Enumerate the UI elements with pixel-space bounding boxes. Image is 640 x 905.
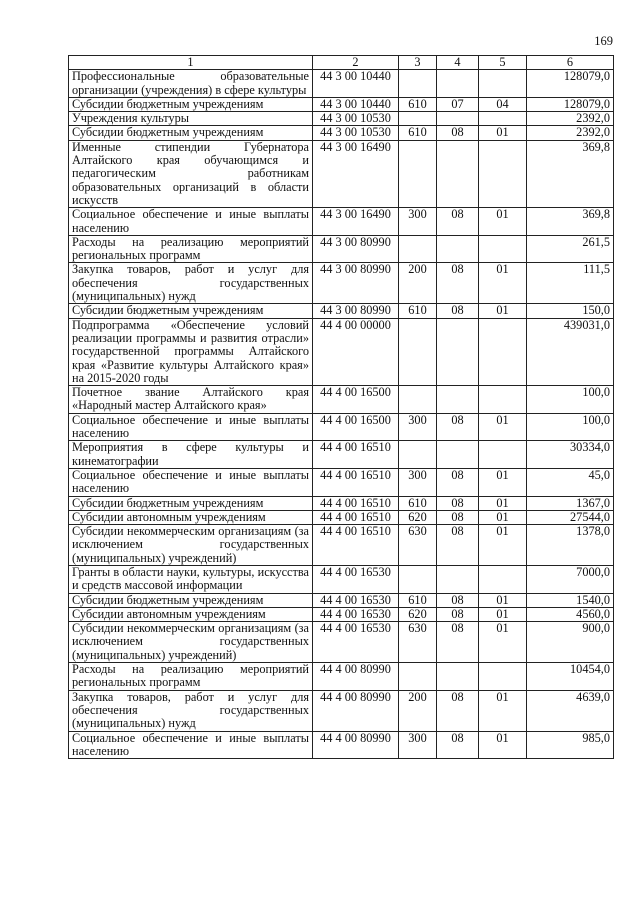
cell-target-code: 44 4 00 00000 (313, 318, 399, 385)
cell-expense-type: 300 (399, 208, 437, 236)
cell-subsection: 01 (479, 510, 527, 524)
cell-target-code: 44 4 00 16510 (313, 468, 399, 496)
cell-target-code: 44 3 00 10440 (313, 70, 399, 98)
table-row (69, 304, 614, 318)
table-row (69, 663, 614, 691)
column-header: 5 (479, 56, 527, 70)
cell-amount: 261,5 (527, 235, 614, 263)
cell-amount: 111,5 (527, 263, 614, 304)
cell-amount: 100,0 (527, 386, 614, 414)
table-row (69, 208, 614, 236)
cell-subsection: 01 (479, 525, 527, 566)
cell-target-code: 44 3 00 80990 (313, 235, 399, 263)
table-row (69, 112, 614, 126)
cell-name: Расходы на реализацию мероприятий региональных программ (69, 663, 313, 691)
cell-amount: 369,8 (527, 140, 614, 207)
cell-target-code: 44 4 00 16530 (313, 607, 399, 621)
cell-subsection (479, 112, 527, 126)
cell-amount: 10454,0 (527, 663, 614, 691)
cell-target-code: 44 4 00 80990 (313, 731, 399, 759)
table-row (69, 70, 614, 98)
cell-subsection: 01 (479, 690, 527, 731)
cell-section: 08 (437, 413, 479, 441)
cell-name: Почетное звание Алтайского края «Народный мастер Алтайского края» (69, 386, 313, 414)
cell-amount: 2392,0 (527, 112, 614, 126)
cell-subsection: 01 (479, 304, 527, 318)
cell-section: 08 (437, 510, 479, 524)
cell-expense-type: 610 (399, 97, 437, 111)
cell-section: 08 (437, 304, 479, 318)
column-header: 3 (399, 56, 437, 70)
cell-target-code: 44 3 00 10530 (313, 112, 399, 126)
table-row (69, 593, 614, 607)
cell-target-code: 44 4 00 16530 (313, 622, 399, 663)
table-row (69, 235, 614, 263)
cell-target-code: 44 4 00 16530 (313, 593, 399, 607)
cell-expense-type (399, 386, 437, 414)
cell-subsection: 01 (479, 731, 527, 759)
cell-target-code: 44 4 00 16510 (313, 525, 399, 566)
cell-subsection: 01 (479, 126, 527, 140)
cell-subsection: 01 (479, 496, 527, 510)
cell-amount: 4639,0 (527, 690, 614, 731)
cell-expense-type: 610 (399, 593, 437, 607)
table-row (69, 263, 614, 304)
cell-section: 07 (437, 97, 479, 111)
cell-amount: 2392,0 (527, 126, 614, 140)
table-row (69, 413, 614, 441)
cell-name: Закупка товаров, работ и услуг для обеспечения государственных (муниципальных) нужд (69, 690, 313, 731)
cell-target-code: 44 3 00 80990 (313, 263, 399, 304)
table-row (69, 496, 614, 510)
column-header: 1 (69, 56, 313, 70)
cell-expense-type: 630 (399, 525, 437, 566)
column-header: 6 (527, 56, 614, 70)
cell-name: Расходы на реализацию мероприятий региональных программ (69, 235, 313, 263)
cell-expense-type (399, 565, 437, 593)
cell-subsection: 01 (479, 593, 527, 607)
cell-target-code: 44 4 00 16500 (313, 386, 399, 414)
cell-section: 08 (437, 468, 479, 496)
table-row (69, 441, 614, 469)
cell-target-code: 44 4 00 16530 (313, 565, 399, 593)
cell-name: Субсидии некоммерческим организациям (за исключением государственных (муниципальных) учреждений) (69, 622, 313, 663)
cell-name: Социальное обеспечение и иные выплаты населению (69, 468, 313, 496)
cell-expense-type (399, 663, 437, 691)
cell-amount: 1540,0 (527, 593, 614, 607)
cell-section: 08 (437, 496, 479, 510)
cell-subsection: 01 (479, 208, 527, 236)
cell-amount: 985,0 (527, 731, 614, 759)
cell-section: 08 (437, 593, 479, 607)
table-row (69, 690, 614, 731)
cell-subsection (479, 70, 527, 98)
cell-section: 08 (437, 208, 479, 236)
table-row (69, 510, 614, 524)
cell-subsection (479, 441, 527, 469)
cell-expense-type (399, 318, 437, 385)
header-row (69, 56, 614, 70)
cell-amount: 369,8 (527, 208, 614, 236)
table-row (69, 565, 614, 593)
cell-amount: 45,0 (527, 468, 614, 496)
cell-name: Учреждения культуры (69, 112, 313, 126)
cell-amount: 150,0 (527, 304, 614, 318)
cell-expense-type (399, 441, 437, 469)
table-row (69, 126, 614, 140)
cell-subsection (479, 565, 527, 593)
cell-name: Субсидии бюджетным учреждениям (69, 97, 313, 111)
cell-name: Субсидии некоммерческим организациям (за исключением государственных (муниципальных) учреждений) (69, 525, 313, 566)
cell-expense-type (399, 235, 437, 263)
cell-section: 08 (437, 690, 479, 731)
cell-name: Субсидии бюджетным учреждениям (69, 304, 313, 318)
cell-expense-type: 300 (399, 731, 437, 759)
cell-expense-type: 620 (399, 607, 437, 621)
table-row (69, 607, 614, 621)
cell-target-code: 44 3 00 10440 (313, 97, 399, 111)
cell-subsection (479, 386, 527, 414)
cell-name: Подпрограмма «Обеспечение условий реализации программы и развития отрасли» государственной программы Алтайского края «Развитие культуры Алтайского края» на 2015-2020 годы (69, 318, 313, 385)
column-header: 2 (313, 56, 399, 70)
cell-name: Социальное обеспечение и иные выплаты населению (69, 413, 313, 441)
cell-section (437, 235, 479, 263)
cell-target-code: 44 4 00 16510 (313, 441, 399, 469)
table-row (69, 731, 614, 759)
cell-section: 08 (437, 607, 479, 621)
cell-target-code: 44 4 00 80990 (313, 690, 399, 731)
cell-section: 08 (437, 731, 479, 759)
cell-amount: 128079,0 (527, 97, 614, 111)
cell-amount: 7000,0 (527, 565, 614, 593)
cell-section (437, 386, 479, 414)
cell-name: Гранты в области науки, культуры, искусства и средств массовой информации (69, 565, 313, 593)
cell-expense-type: 300 (399, 468, 437, 496)
cell-subsection: 01 (479, 622, 527, 663)
cell-amount: 4560,0 (527, 607, 614, 621)
cell-section (437, 140, 479, 207)
cell-subsection: 01 (479, 607, 527, 621)
cell-amount: 1367,0 (527, 496, 614, 510)
cell-amount: 128079,0 (527, 70, 614, 98)
column-header: 4 (437, 56, 479, 70)
cell-name: Профессиональные образовательные организации (учреждения) в сфере культуры (69, 70, 313, 98)
cell-expense-type (399, 70, 437, 98)
cell-expense-type: 610 (399, 496, 437, 510)
cell-name: Закупка товаров, работ и услуг для обеспечения государственных (муниципальных) нужд (69, 263, 313, 304)
cell-name: Субсидии автономным учреждениям (69, 607, 313, 621)
cell-target-code: 44 4 00 16510 (313, 496, 399, 510)
cell-section (437, 70, 479, 98)
cell-amount: 27544,0 (527, 510, 614, 524)
cell-section (437, 318, 479, 385)
cell-amount: 439031,0 (527, 318, 614, 385)
cell-name: Субсидии бюджетным учреждениям (69, 593, 313, 607)
table-row (69, 525, 614, 566)
cell-target-code: 44 3 00 16490 (313, 208, 399, 236)
budget-table (68, 55, 614, 759)
cell-expense-type: 200 (399, 690, 437, 731)
table-row (69, 140, 614, 207)
cell-subsection: 01 (479, 413, 527, 441)
table-row (69, 97, 614, 111)
cell-section (437, 112, 479, 126)
cell-subsection: 01 (479, 468, 527, 496)
cell-section (437, 441, 479, 469)
table-row (69, 468, 614, 496)
cell-amount: 30334,0 (527, 441, 614, 469)
cell-name: Именные стипендии Губернатора Алтайского края обучающимся и педагогическим работникам образовательных организаций в области искусств (69, 140, 313, 207)
cell-expense-type: 300 (399, 413, 437, 441)
cell-subsection (479, 318, 527, 385)
page-number: 169 (594, 34, 613, 48)
cell-expense-type: 630 (399, 622, 437, 663)
cell-subsection: 04 (479, 97, 527, 111)
cell-name: Субсидии бюджетным учреждениям (69, 126, 313, 140)
cell-expense-type: 620 (399, 510, 437, 524)
cell-target-code: 44 3 00 80990 (313, 304, 399, 318)
cell-target-code: 44 3 00 10530 (313, 126, 399, 140)
cell-subsection (479, 140, 527, 207)
cell-amount: 900,0 (527, 622, 614, 663)
table-body (69, 70, 614, 759)
cell-expense-type: 610 (399, 304, 437, 318)
cell-target-code: 44 4 00 80990 (313, 663, 399, 691)
cell-expense-type (399, 140, 437, 207)
cell-name: Субсидии бюджетным учреждениям (69, 496, 313, 510)
cell-target-code: 44 4 00 16510 (313, 510, 399, 524)
table-row (69, 622, 614, 663)
cell-expense-type (399, 112, 437, 126)
cell-expense-type: 200 (399, 263, 437, 304)
cell-section (437, 565, 479, 593)
cell-target-code: 44 4 00 16500 (313, 413, 399, 441)
cell-name: Мероприятия в сфере культуры и кинематографии (69, 441, 313, 469)
cell-amount: 100,0 (527, 413, 614, 441)
cell-section: 08 (437, 622, 479, 663)
cell-expense-type: 610 (399, 126, 437, 140)
table-row (69, 386, 614, 414)
cell-subsection (479, 663, 527, 691)
cell-subsection: 01 (479, 263, 527, 304)
cell-subsection (479, 235, 527, 263)
cell-section: 08 (437, 126, 479, 140)
table-row (69, 318, 614, 385)
cell-section: 08 (437, 263, 479, 304)
cell-target-code: 44 3 00 16490 (313, 140, 399, 207)
cell-section: 08 (437, 525, 479, 566)
cell-section (437, 663, 479, 691)
cell-amount: 1378,0 (527, 525, 614, 566)
cell-name: Социальное обеспечение и иные выплаты населению (69, 208, 313, 236)
cell-name: Социальное обеспечение и иные выплаты населению (69, 731, 313, 759)
cell-name: Субсидии автономным учреждениям (69, 510, 313, 524)
